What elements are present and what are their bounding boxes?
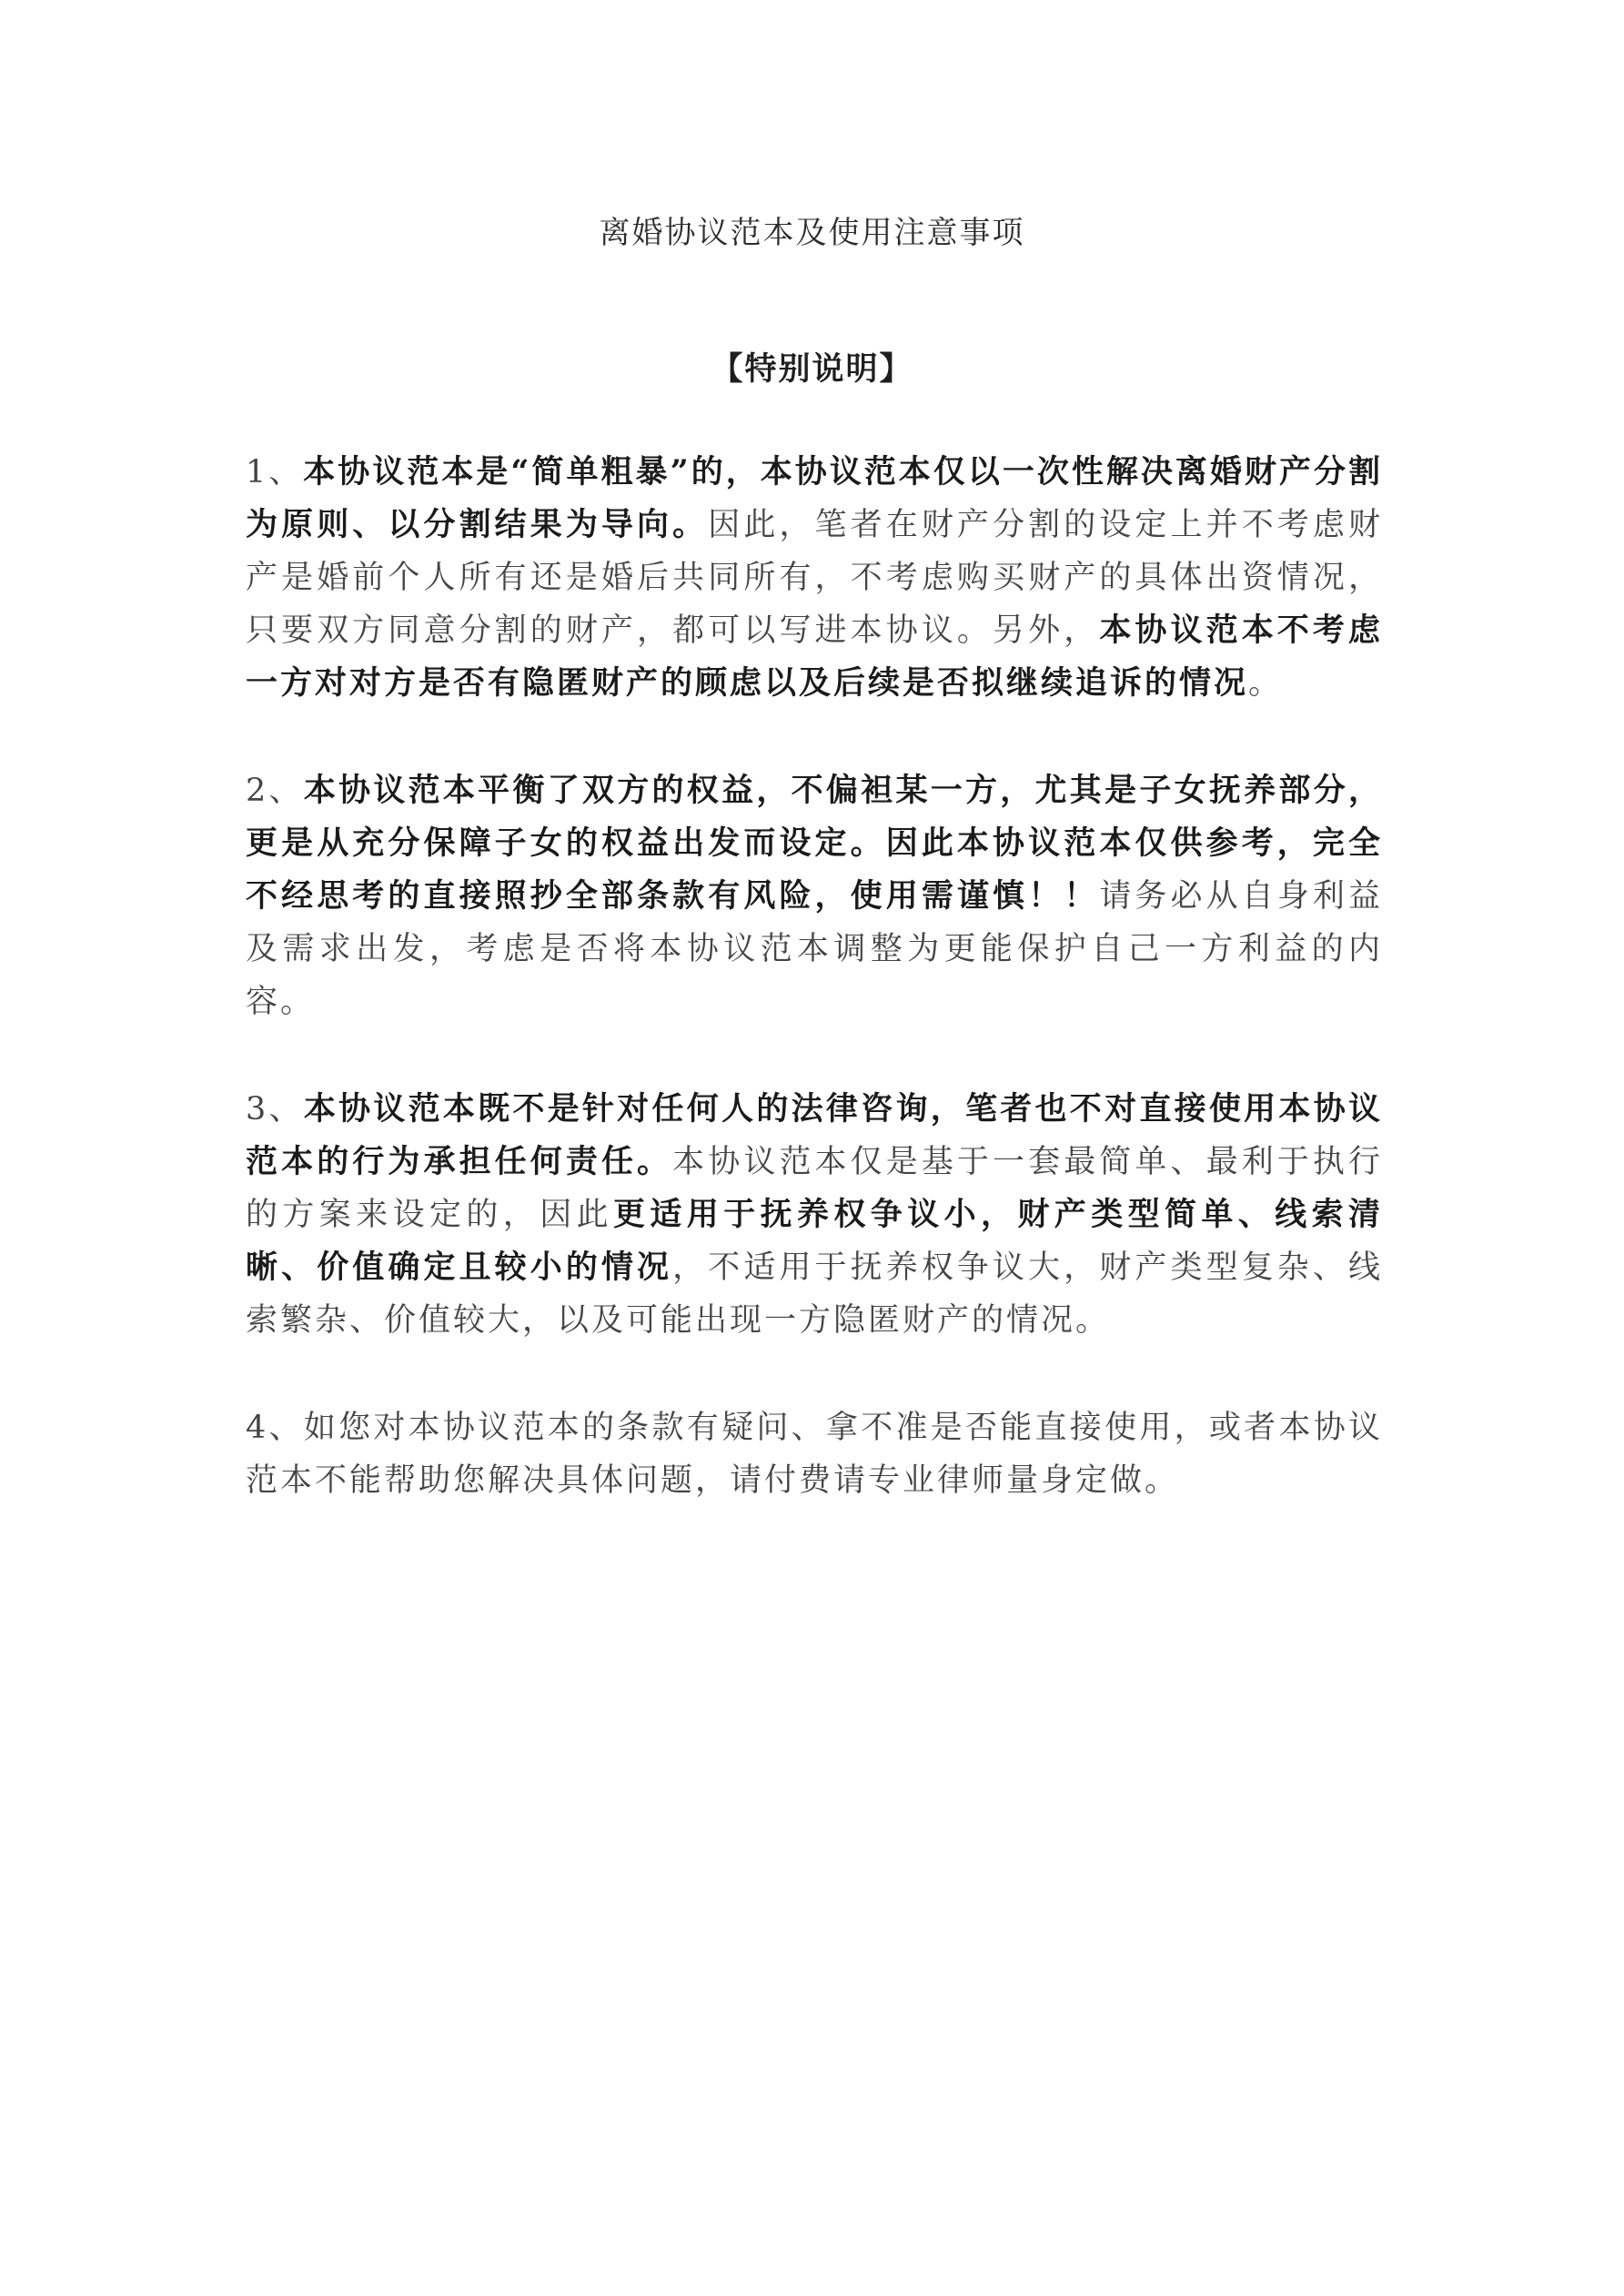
paragraph-text: 1、 bbox=[246, 454, 304, 491]
paragraph-2 bbox=[246, 764, 1383, 1028]
paragraph-text: 4、如您对本协议范本的条款有疑问、拿不准是否能直接使用，或者本协议范本不能帮助您解决具体问题，请付费请专业律师量身定做。 bbox=[246, 1410, 1383, 1499]
paragraph-3 bbox=[246, 1083, 1383, 1347]
paragraph-text: 3、 bbox=[246, 1091, 304, 1128]
paragraph-bold-text: 本协议范本既不是针对任何人的法律咨询，笔者也不对直接使用本协议范本的行为承担任何责任。 bbox=[246, 1090, 1383, 1180]
document-body bbox=[246, 446, 1383, 1562]
paragraph-text: 。 bbox=[1248, 665, 1284, 702]
paragraph-text: 2、 bbox=[246, 773, 304, 809]
paragraph-bold-text: 本协议范本平衡了双方的权益，不偏袒某一方，尤其是子女抚养部分，更是从充分保障子女的权益出发而设定。因此本协议范本仅供参考，完全不经思考的直接照抄全部条款有风险，使用需谨慎！！ bbox=[246, 772, 1383, 915]
paragraph-text: 因此，笔者在财产分割的设定上并不考虑财产是婚前个人所有还是婚后共同所有，不考虑购买财产的具体出资情况，只要双方同意分割的财产，都可以写进本协议。另外， bbox=[246, 507, 1383, 649]
paragraph-1 bbox=[246, 446, 1383, 710]
document-title: 离婚协议范本及使用注意事项 bbox=[599, 215, 1025, 251]
paragraph-text: 请务必从自身利益及需求出发，考虑是否将本协议范本调整为更能保护自己一方利益的内容。 bbox=[246, 878, 1383, 1020]
paragraph-bold-text: 本协议范本是“简单粗暴”的，本协议范本仅以一次性解决离婚财产分割为原则、以分割结果为导向。 bbox=[246, 453, 1383, 543]
paragraph-4 bbox=[246, 1401, 1383, 1507]
paragraph-text: ，不适用于抚养权争议大，财产类型复杂、线索繁杂、价值较大，以及可能出现一方隐匿财产的情况。 bbox=[246, 1249, 1383, 1339]
section-heading: 【特别说明】 bbox=[711, 350, 913, 388]
paragraph-text: 本协议范本仅是基于一套最简单、最利于执行的方案来设定的，因此 bbox=[246, 1144, 1383, 1233]
paragraph-bold-text: 本协议范本不考虑一方对对方是否有隐匿财产的顾虑以及后续是否拟继续追诉的情况 bbox=[246, 612, 1383, 702]
paragraph-bold-text: 更适用于抚养权争议小，财产类型简单、线索清晰、价值确定且较小的情况 bbox=[246, 1196, 1383, 1286]
